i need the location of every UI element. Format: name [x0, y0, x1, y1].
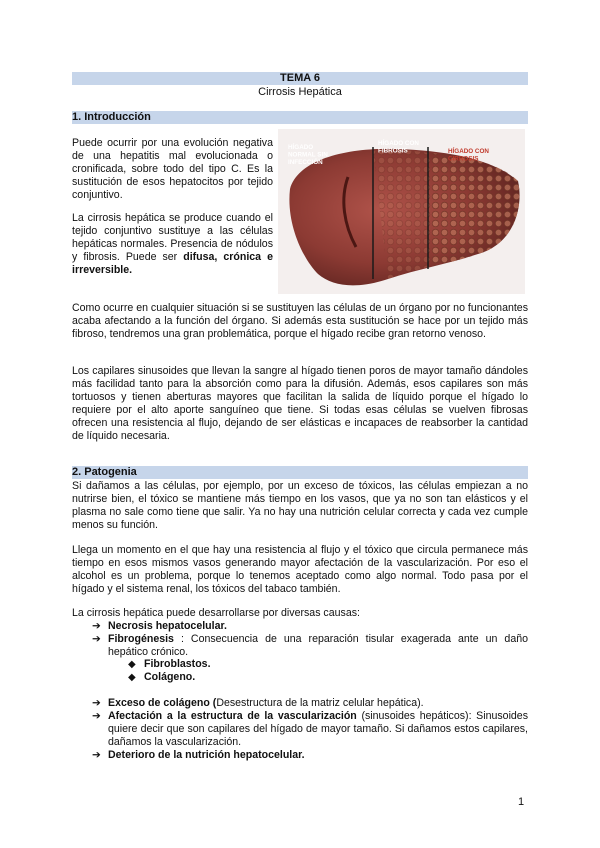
intro-emphasis: difusa, crónica e irreversible.	[72, 251, 273, 277]
cause-item-fibrogenesis: Fibrogénesis : Consecuencia de una reparación tisular exagerada ante un daño hepático crónico.	[108, 633, 528, 659]
figure-label-cirrosis: HÍGADO CON CIRROSIS	[448, 148, 489, 163]
arrow-bullet-icon: ➔	[92, 633, 101, 645]
patogenia-paragraph-2: Llega un momento en el que hay una resistencia al flujo y el tóxico que circula permanece más tiempo en esos mismos vasos generando mayor afectación de la vascularización. Por eso el alcohol es un problema, porque lo tenemos aceptado como algo normal. Todo pasa por el hígado y el sistema renal, los tóxicos del tabaco también.	[72, 544, 528, 596]
cause-item-nutricion: Deterioro de la nutrición hepatocelular.	[108, 749, 305, 761]
section-heading-introduccion: 1. Introducción	[72, 111, 528, 124]
cause-item-exceso-colageno: Exceso de colágeno (Desestructura de la matriz celular hepática).	[108, 697, 424, 709]
cause-item-necrosis: Necrosis hepatocelular.	[108, 620, 227, 632]
intro-paragraph-4: Los capilares sinusoides que llevan la sangre al hígado tienen poros de mayor tamaño dándoles más facilidad tanto para la absorción como para la difusión. Además, esos capilares son más tortuosos y tienen aberturas mayores que facilitan la salida de líquido porque el hígado lo requiere por el alto aporte sanguíneo que tiene. Si todas esas células se vuelven fibrosas ofrecen una resistencia al flujo, dejando de ser elásticas e incapaces de reabsorber la cantidad de líquido necesaria.	[72, 365, 528, 443]
patogenia-paragraph-3: La cirrosis hepática puede desarrollarse por diversas causas:	[72, 607, 360, 619]
sub-item-fibroblastos: Fibroblastos.	[144, 658, 211, 670]
cause-item-vascularizacion: Afectación a la estructura de la vascularización (sinusoides hepáticos): Sinusoides quiere decir que son capilares del hígado de mayor tamaño. Si dañamos estos capilares, dañamos la vascularización.	[108, 710, 528, 749]
diamond-bullet-icon: ◆	[128, 672, 136, 683]
arrow-bullet-icon: ➔	[92, 697, 101, 709]
liver-comparison-figure	[278, 129, 525, 294]
intro-paragraph-1: Puede ocurrir por una evolución negativa de una hepatitis mal evolucionada o cronificada, sobre todo del tipo C. Es la sustitución de esos hepatocitos por tejido conjuntivo.	[72, 137, 273, 202]
diamond-bullet-icon: ◆	[128, 659, 136, 670]
page-number: 1	[518, 796, 525, 808]
intro-paragraph-2: La cirrosis hepática se produce cuando el tejido conjuntivo sustituye a las células hepáticas normales. Presencia de nódulos y fibrosis. Puede ser difusa, crónica e irreversible.	[72, 212, 273, 277]
document-title: TEMA 6	[72, 72, 528, 85]
figure-label-fibrosis: HÍGADO CON FIBROSIS	[378, 140, 419, 155]
intro-paragraph-3: Como ocurre en cualquier situación si se sustituyen las células de un órgano por no funcionantes acaba afectando a la función del órgano. Si además esta sustitución se hace por un tejido más fibroso, tendremos una gran problemática, porque el hígado recibe gran retorno venoso.	[72, 302, 528, 341]
arrow-bullet-icon: ➔	[92, 710, 101, 722]
figure-label-normal: HÍGADO NORMAL SIN INFECCIÓN	[288, 144, 328, 166]
document-subtitle: Cirrosis Hepática	[258, 86, 342, 98]
sub-item-colageno: Colágeno.	[144, 671, 196, 683]
patogenia-paragraph-1: Si dañamos a las células, por ejemplo, por un exceso de tóxicos, las células empiezan a no nutrirse bien, el tóxico se mantiene más tiempo en los vasos, que ya no son tan elásticos y el plasma no sale como tiene que salir. Ya no hay una nutrición celular correcta y cada vez cumple menos su función.	[72, 480, 528, 532]
section-heading-patogenia: 2. Patogenia	[72, 466, 528, 479]
arrow-bullet-icon: ➔	[92, 749, 101, 761]
arrow-bullet-icon: ➔	[92, 620, 101, 632]
